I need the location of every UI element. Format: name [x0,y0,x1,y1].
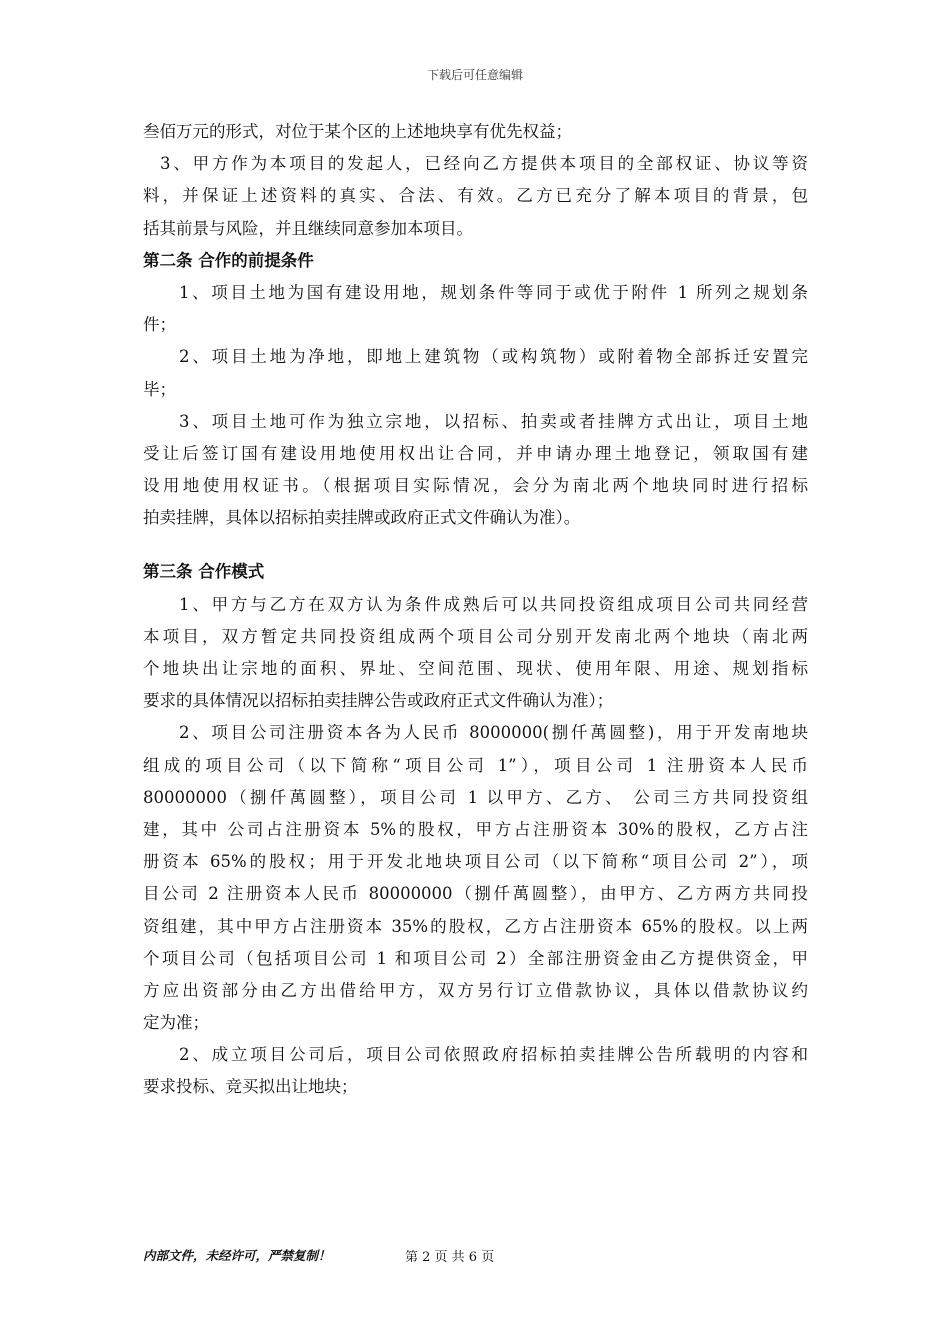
text-line: 资组建，其中甲方占注册资本 35%的股权，乙方占注册资本 65%的股权。以上两 [143,916,808,936]
text-line: 3、甲方作为本项目的发起人，已经向乙方提供本项目的全部权证、协议等资 [160,154,808,174]
text-line: 括其前景与风险，并且继续同意参加本项目。 [143,218,473,238]
text-line: 1、甲方与乙方在双方认为条件成熟后可以共同投资组成项目公司共同经营 [179,594,808,614]
section-heading [143,556,808,588]
page-number: 第 2 页 共 6 页 [405,1250,495,1265]
paragraph [143,148,808,245]
text-line: 本项目，双方暂定共同投资组成两个项目公司分别开发南北两个地块（南北两 [143,626,808,646]
text-line: 件； [143,315,176,335]
text-line: 个地块出让宗地的面积、界址、空间范围、现状、使用年限、用途、规划指标 [143,659,808,678]
text-line: 毕； [143,379,176,399]
document-body [143,116,808,1104]
text-line: 设用地使用权证书。（根据项目实际情况，会分为南北两个地块同时进行招标 [143,476,808,496]
text-line: 要求投标、竞买拟出让地块； [143,1077,358,1097]
text-line: 组成的项目公司（以下简称“项目公司 1”），项目公司 1 注册资本人民币 [143,755,808,775]
text-line: 要求的具体情况以招标拍卖挂牌公告或政府正式文件确认为准）； [143,691,614,711]
confidential-notice: 内部文件，未经许可，严禁复制！ [143,1248,331,1263]
page-header: 下载后可任意编辑 [426,68,523,82]
text-line: 拍卖挂牌，具体以招标拍卖挂牌或政府正式文件确认为准）。 [143,508,581,528]
text-line: 1、项目土地为国有建设用地，规划条件等同于或优于附件 1 所列之规划条 [179,282,808,302]
text-line: 2、项目公司注册资本各为人民币 8000000(捌仟萬圆整)，用于开发南地块 [179,723,808,743]
text-line: 目公司 2 注册资本人民币 80000000（捌仟萬圆整），由甲方、乙方两方共同投 [143,884,808,904]
paragraph [143,341,808,405]
text-line: 3、项目土地可作为独立宗地，以招标、拍卖或者挂牌方式出让，项目土地 [179,411,808,431]
text-line: 册资本 65%的股权；用于开发北地块项目公司（以下简称“项目公司 2”），项 [143,852,808,872]
paragraph [143,1039,808,1103]
text-line: 80000000（捌仟萬圆整），项目公司 1 以甲方、乙方、 公司三方共同投资组 [143,787,808,807]
paragraph [143,717,808,1039]
paragraph [143,116,808,148]
text-line: 第三条 合作模式 [143,562,265,582]
paragraph [143,277,808,341]
text-line: 2、成立项目公司后，项目公司依照政府招标拍卖挂牌公告所载明的内容和 [179,1045,808,1065]
text-line: 叁佰万元的形式，对位于某个区的上述地块享有优先权益； [143,122,572,141]
text-line: 建，其中 公司占注册资本 5%的股权，甲方占注册资本 30%的股权，乙方占注 [143,819,808,839]
text-line: 个项目公司（包括项目公司 1 和项目公司 2）全部注册资金由乙方提供资金，甲 [143,948,808,968]
text-line: 方应出资部分由乙方出借给甲方，双方另行订立借款协议，具体以借款协议约 [143,980,808,1000]
page-footer [143,1246,808,1264]
text-line: 料，并保证上述资料的真实、合法、有效。乙方已充分了解本项目的背景，包 [143,186,808,206]
paragraph [143,589,808,718]
section-heading [143,245,808,277]
text-line: 第二条 合作的前提条件 [143,250,314,270]
paragraph [143,406,808,535]
text-line: 定为准； [143,1013,209,1033]
text-line: 2、项目土地为净地，即地上建筑物（或构筑物）或附着物全部拆迁安置完 [179,347,808,367]
text-line: 受让后签订国有建设用地使用权出让合同，并申请办理土地登记，领取国有建 [143,443,808,463]
